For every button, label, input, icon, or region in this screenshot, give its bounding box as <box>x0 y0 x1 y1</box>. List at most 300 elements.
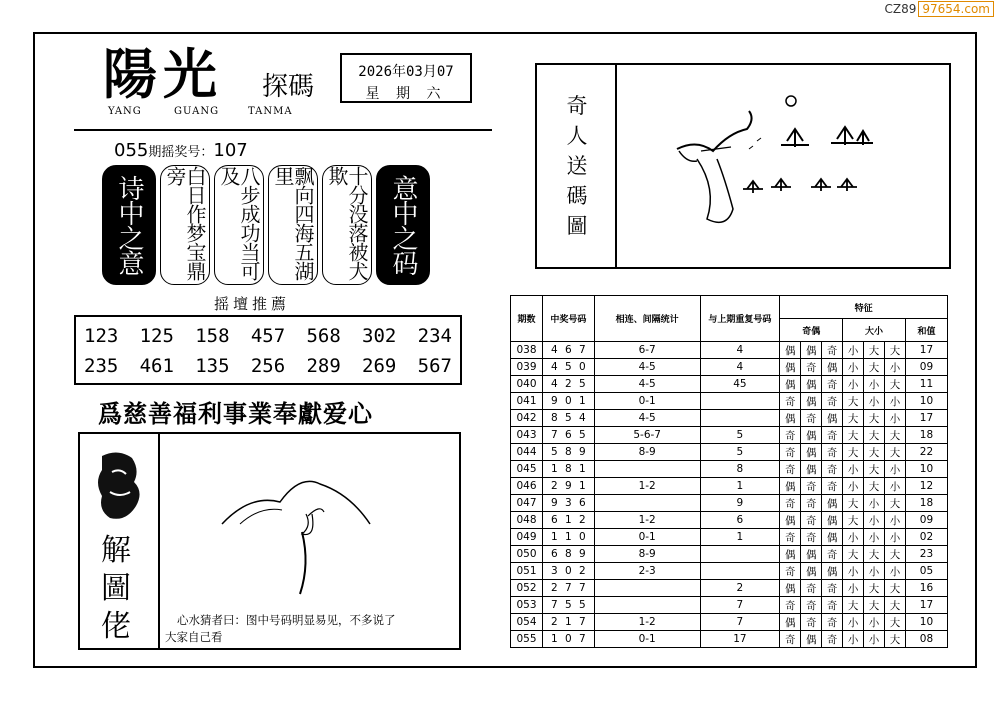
winning-digit: 2 <box>565 378 572 390</box>
table-row <box>511 563 948 580</box>
big-small-cell: 小 <box>864 393 885 410</box>
sum-cell: 22 <box>905 444 947 461</box>
table-row <box>511 478 948 495</box>
qirensongma-label: 奇人送碼圖 <box>566 94 588 238</box>
winning-digit: 2 <box>579 565 586 577</box>
draw-number: 107 <box>213 140 248 161</box>
note-line-2: 大家自己看 <box>165 630 223 644</box>
winning-digit: 3 <box>565 497 572 509</box>
winning-digit: 5 <box>579 429 586 441</box>
issue-label: 期摇奖号： <box>148 145 214 160</box>
rec-num: 461 <box>139 355 174 377</box>
big-small-cell: 小 <box>885 410 906 427</box>
big-small-cell: 小 <box>864 614 885 631</box>
winning-digit: 7 <box>565 582 572 594</box>
col-issue: 期数 <box>511 296 543 342</box>
issue-number: 055 <box>114 140 149 161</box>
consec-cell: 4-5 <box>594 376 700 393</box>
sum-cell: 09 <box>905 512 947 529</box>
issue-cell: 045 <box>511 461 543 478</box>
winning-digit: 9 <box>565 480 572 492</box>
winning-cell <box>542 427 594 444</box>
big-small-cell: 大 <box>864 580 885 597</box>
poem-column-4: 十分没落被犬欺 <box>322 165 372 285</box>
repeat-cell: 1 <box>700 529 780 546</box>
consec-cell: 0-1 <box>594 631 700 648</box>
winning-digit: 0 <box>565 395 572 407</box>
history-table <box>510 295 948 648</box>
table-row <box>511 580 948 597</box>
consec-cell <box>594 495 700 512</box>
issue-cell: 038 <box>511 342 543 359</box>
big-small-cell: 大 <box>885 427 906 444</box>
winning-cell <box>542 410 594 427</box>
big-small-cell: 大 <box>885 342 906 359</box>
logo-pinyin <box>108 106 293 117</box>
sum-cell: 05 <box>905 563 947 580</box>
table-row <box>511 393 948 410</box>
winning-digit: 7 <box>579 616 586 628</box>
big-small-cell: 大 <box>843 597 864 614</box>
issue-cell: 051 <box>511 563 543 580</box>
sum-cell: 12 <box>905 478 947 495</box>
odd-even-cell: 偶 <box>801 444 822 461</box>
winning-digit: 0 <box>579 361 586 373</box>
winning-digit: 0 <box>579 531 586 543</box>
date-text: 2026年03月07 <box>358 64 454 80</box>
issue-cell: 049 <box>511 529 543 546</box>
big-small-cell: 小 <box>885 529 906 546</box>
col-feature: 特征 <box>780 296 948 319</box>
winning-digit: 4 <box>579 412 586 424</box>
consec-cell <box>594 580 700 597</box>
winning-digit: 1 <box>551 633 558 645</box>
big-small-cell: 大 <box>885 597 906 614</box>
site-watermark <box>885 2 995 16</box>
big-small-cell: 大 <box>843 410 864 427</box>
table-row <box>511 427 948 444</box>
big-small-cell: 大 <box>843 495 864 512</box>
big-small-cell: 大 <box>864 478 885 495</box>
rec-num: 567 <box>417 355 452 377</box>
winning-cell <box>542 546 594 563</box>
issue-cell: 050 <box>511 546 543 563</box>
odd-even-cell: 偶 <box>822 529 843 546</box>
table-row <box>511 529 948 546</box>
big-small-cell: 大 <box>864 461 885 478</box>
odd-even-cell: 偶 <box>822 410 843 427</box>
rec-num: 269 <box>362 355 397 377</box>
jietulao-note <box>165 612 455 646</box>
big-small-cell: 大 <box>864 359 885 376</box>
big-small-cell: 小 <box>864 631 885 648</box>
winning-cell <box>542 444 594 461</box>
winning-digit: 1 <box>579 395 586 407</box>
big-small-cell: 小 <box>864 563 885 580</box>
odd-even-cell: 奇 <box>801 614 822 631</box>
winning-cell <box>542 529 594 546</box>
table-row <box>511 631 948 648</box>
repeat-cell: 6 <box>700 512 780 529</box>
odd-even-cell: 偶 <box>822 512 843 529</box>
col-big-small: 大小 <box>843 319 906 342</box>
big-small-cell: 小 <box>843 614 864 631</box>
qirensongma-sketch-icon <box>657 89 897 259</box>
sum-cell: 18 <box>905 495 947 512</box>
repeat-cell: 17 <box>700 631 780 648</box>
winning-digit: 8 <box>565 463 572 475</box>
consec-cell: 5-6-7 <box>594 427 700 444</box>
odd-even-cell: 偶 <box>780 512 801 529</box>
big-small-cell: 大 <box>864 427 885 444</box>
big-small-cell: 小 <box>843 631 864 648</box>
odd-even-cell: 奇 <box>780 427 801 444</box>
big-small-cell: 小 <box>864 529 885 546</box>
big-small-cell: 小 <box>885 563 906 580</box>
pinyin-3: TANMA <box>248 106 293 117</box>
issue-cell: 046 <box>511 478 543 495</box>
recommend-title: 摇壇推薦 <box>214 295 291 313</box>
charity-slogan: 爲慈善福利事業奉獻爱心 <box>98 399 373 428</box>
odd-even-cell: 奇 <box>822 546 843 563</box>
big-small-cell: 小 <box>864 495 885 512</box>
winning-cell <box>542 478 594 495</box>
consec-cell: 4-5 <box>594 410 700 427</box>
rec-num: 457 <box>250 325 286 347</box>
repeat-cell <box>700 563 780 580</box>
winning-digit: 8 <box>565 548 572 560</box>
winning-digit: 9 <box>579 548 586 560</box>
repeat-cell: 4 <box>700 359 780 376</box>
big-small-cell: 小 <box>885 359 906 376</box>
issue-cell: 043 <box>511 427 543 444</box>
rec-num: 125 <box>139 325 174 347</box>
winning-digit: 9 <box>551 497 558 509</box>
jietulao-label: 解圖佬 <box>101 533 131 644</box>
consec-cell: 1-2 <box>594 614 700 631</box>
consec-cell: 2-3 <box>594 563 700 580</box>
sum-cell: 10 <box>905 614 947 631</box>
repeat-cell: 9 <box>700 495 780 512</box>
odd-even-cell: 偶 <box>780 614 801 631</box>
sum-cell: 11 <box>905 376 947 393</box>
table-row <box>511 444 948 461</box>
col-winning: 中奖号码 <box>542 296 594 342</box>
odd-even-cell: 奇 <box>822 393 843 410</box>
winning-digit: 7 <box>579 344 586 356</box>
big-small-cell: 小 <box>843 342 864 359</box>
winning-digit: 7 <box>551 429 558 441</box>
consec-cell: 8-9 <box>594 444 700 461</box>
col-sum: 和值 <box>905 319 947 342</box>
logo-title: 陽光 <box>103 42 223 106</box>
winning-digit: 6 <box>565 429 572 441</box>
col-repeat: 与上期重复号码 <box>700 296 780 342</box>
pinyin-2: GUANG <box>174 106 220 117</box>
big-small-cell: 小 <box>843 461 864 478</box>
odd-even-cell: 奇 <box>801 478 822 495</box>
winning-digit: 6 <box>551 548 558 560</box>
big-small-cell: 小 <box>843 478 864 495</box>
big-small-cell: 大 <box>885 631 906 648</box>
big-small-cell: 大 <box>843 393 864 410</box>
poem-column-1: 白日作梦宝鼎旁 <box>160 165 210 285</box>
repeat-cell <box>700 393 780 410</box>
big-small-cell: 大 <box>843 444 864 461</box>
odd-even-cell: 偶 <box>801 376 822 393</box>
odd-even-cell: 偶 <box>822 359 843 376</box>
date-box <box>340 53 472 103</box>
repeat-cell: 5 <box>700 444 780 461</box>
odd-even-cell: 奇 <box>780 597 801 614</box>
winning-digit: 5 <box>565 412 572 424</box>
sum-cell: 17 <box>905 597 947 614</box>
odd-even-cell: 奇 <box>780 393 801 410</box>
consec-cell: 0-1 <box>594 393 700 410</box>
big-small-cell: 大 <box>843 546 864 563</box>
winning-digit: 6 <box>551 514 558 526</box>
odd-even-cell: 偶 <box>822 563 843 580</box>
header-rule <box>74 129 492 131</box>
rec-num: 235 <box>84 355 119 377</box>
winning-cell <box>542 631 594 648</box>
odd-even-cell: 偶 <box>801 393 822 410</box>
winning-digit: 8 <box>551 412 558 424</box>
consec-cell: 4-5 <box>594 359 700 376</box>
big-small-cell: 小 <box>843 529 864 546</box>
issue-cell: 048 <box>511 512 543 529</box>
issue-cell: 052 <box>511 580 543 597</box>
rec-num: 135 <box>195 355 230 377</box>
jietulao-sketch-icon <box>220 454 390 604</box>
repeat-cell <box>700 410 780 427</box>
rec-num: 302 <box>362 325 397 347</box>
odd-even-cell: 奇 <box>822 580 843 597</box>
big-small-cell: 大 <box>885 580 906 597</box>
winning-digit: 2 <box>579 514 586 526</box>
odd-even-cell: 偶 <box>780 580 801 597</box>
jietulao-panel <box>78 432 461 650</box>
odd-even-cell: 偶 <box>780 478 801 495</box>
big-small-cell: 小 <box>885 461 906 478</box>
repeat-cell: 45 <box>700 376 780 393</box>
jietulao-portrait-icon <box>92 448 146 526</box>
odd-even-cell: 偶 <box>780 342 801 359</box>
col-consec: 相连、间隔统计 <box>594 296 700 342</box>
poem-column-2: 八步成功当可及 <box>214 165 264 285</box>
issue-cell: 042 <box>511 410 543 427</box>
winning-cell <box>542 359 594 376</box>
odd-even-cell: 奇 <box>822 461 843 478</box>
consec-cell: 8-9 <box>594 546 700 563</box>
winning-digit: 2 <box>551 616 558 628</box>
table-row <box>511 546 948 563</box>
site-prefix: CZ89 <box>884 2 917 16</box>
recommend-numbers <box>74 315 462 385</box>
odd-even-cell: 奇 <box>780 495 801 512</box>
odd-even-cell: 偶 <box>780 546 801 563</box>
winning-cell <box>542 597 594 614</box>
jietulao-divider <box>158 434 160 648</box>
winning-digit: 4 <box>551 344 558 356</box>
rec-num: 289 <box>306 355 341 377</box>
odd-even-cell: 奇 <box>822 614 843 631</box>
consec-cell: 1-2 <box>594 478 700 495</box>
big-small-cell: 小 <box>885 393 906 410</box>
winning-digit: 0 <box>565 633 572 645</box>
table-row <box>511 342 948 359</box>
rec-num: 256 <box>250 355 286 377</box>
winning-digit: 4 <box>551 378 558 390</box>
winning-cell <box>542 342 594 359</box>
odd-even-cell: 奇 <box>780 631 801 648</box>
sum-cell: 08 <box>905 631 947 648</box>
rec-num: 568 <box>306 325 341 347</box>
winning-cell <box>542 580 594 597</box>
winning-digit: 1 <box>551 531 558 543</box>
big-small-cell: 小 <box>843 563 864 580</box>
col-odd-even: 奇偶 <box>780 319 843 342</box>
odd-even-cell: 偶 <box>801 563 822 580</box>
big-small-cell: 大 <box>864 410 885 427</box>
winning-digit: 1 <box>565 514 572 526</box>
note-line-1: 心水猜者曰：图中号码明显易见，不多说了 <box>177 613 396 627</box>
big-small-cell: 大 <box>864 597 885 614</box>
winning-digit: 5 <box>551 446 558 458</box>
pinyin-1: YANG <box>108 106 142 117</box>
odd-even-cell: 奇 <box>822 376 843 393</box>
odd-even-cell: 奇 <box>780 529 801 546</box>
issue-cell: 044 <box>511 444 543 461</box>
winning-digit: 8 <box>565 446 572 458</box>
winning-digit: 9 <box>579 446 586 458</box>
winning-digit: 0 <box>565 565 572 577</box>
repeat-cell: 7 <box>700 597 780 614</box>
recommend-row-2 <box>76 353 460 380</box>
consec-cell: 6-7 <box>594 342 700 359</box>
winning-digit: 1 <box>565 616 572 628</box>
rec-num: 158 <box>195 325 230 347</box>
recommend-row-1 <box>76 323 460 350</box>
issue-cell: 053 <box>511 597 543 614</box>
winning-cell <box>542 512 594 529</box>
sum-cell: 02 <box>905 529 947 546</box>
repeat-cell: 1 <box>700 478 780 495</box>
poem-right-title: 意中之码 <box>376 165 430 285</box>
winning-digit: 6 <box>565 344 572 356</box>
issue-cell: 040 <box>511 376 543 393</box>
winning-digit: 9 <box>551 395 558 407</box>
odd-even-cell: 奇 <box>780 461 801 478</box>
sum-cell: 10 <box>905 393 947 410</box>
odd-even-cell: 奇 <box>801 359 822 376</box>
table-row <box>511 359 948 376</box>
qirensongma-divider <box>615 65 617 267</box>
winning-digit: 7 <box>579 582 586 594</box>
big-small-cell: 大 <box>864 444 885 461</box>
odd-even-cell: 偶 <box>822 495 843 512</box>
winning-digit: 3 <box>551 565 558 577</box>
table-row <box>511 495 948 512</box>
repeat-cell: 4 <box>700 342 780 359</box>
big-small-cell: 小 <box>885 512 906 529</box>
sum-cell: 17 <box>905 342 947 359</box>
big-small-cell: 小 <box>885 478 906 495</box>
poem-column-3: 飘向四海五湖里 <box>268 165 318 285</box>
winning-digit: 1 <box>565 531 572 543</box>
big-small-cell: 小 <box>864 376 885 393</box>
winning-digit: 4 <box>551 361 558 373</box>
odd-even-cell: 奇 <box>822 342 843 359</box>
winning-cell <box>542 495 594 512</box>
odd-even-cell: 奇 <box>822 444 843 461</box>
issue-cell: 055 <box>511 631 543 648</box>
consec-cell <box>594 461 700 478</box>
sum-cell: 16 <box>905 580 947 597</box>
repeat-cell: 5 <box>700 427 780 444</box>
odd-even-cell: 奇 <box>822 597 843 614</box>
winning-digit: 6 <box>579 497 586 509</box>
sum-cell: 18 <box>905 427 947 444</box>
big-small-cell: 小 <box>843 580 864 597</box>
sum-cell: 09 <box>905 359 947 376</box>
issue-cell: 054 <box>511 614 543 631</box>
rec-num: 234 <box>417 325 452 347</box>
winning-cell <box>542 376 594 393</box>
repeat-cell: 7 <box>700 614 780 631</box>
odd-even-cell: 偶 <box>801 342 822 359</box>
table-row <box>511 614 948 631</box>
big-small-cell: 大 <box>885 376 906 393</box>
issue-cell: 039 <box>511 359 543 376</box>
table-row <box>511 597 948 614</box>
big-small-cell: 小 <box>843 376 864 393</box>
sum-cell: 23 <box>905 546 947 563</box>
sum-cell: 17 <box>905 410 947 427</box>
odd-even-cell: 偶 <box>780 376 801 393</box>
big-small-cell: 大 <box>843 427 864 444</box>
issue-line <box>114 140 248 161</box>
winning-digit: 7 <box>551 599 558 611</box>
winning-digit: 7 <box>579 633 586 645</box>
big-small-cell: 大 <box>864 546 885 563</box>
issue-cell: 041 <box>511 393 543 410</box>
winning-digit: 5 <box>565 361 572 373</box>
winning-digit: 1 <box>579 480 586 492</box>
big-small-cell: 小 <box>843 359 864 376</box>
logo-subtitle: 探碼 <box>262 72 315 102</box>
winning-digit: 2 <box>551 582 558 594</box>
odd-even-cell: 奇 <box>822 631 843 648</box>
odd-even-cell: 偶 <box>801 427 822 444</box>
winning-digit: 5 <box>565 599 572 611</box>
winning-digit: 5 <box>579 378 586 390</box>
site-domain[interactable]: 97654.com <box>918 1 994 17</box>
odd-even-cell: 奇 <box>780 444 801 461</box>
odd-even-cell: 奇 <box>822 478 843 495</box>
odd-even-cell: 奇 <box>801 597 822 614</box>
issue-cell: 047 <box>511 495 543 512</box>
odd-even-cell: 奇 <box>801 410 822 427</box>
winning-cell <box>542 563 594 580</box>
big-small-cell: 大 <box>885 495 906 512</box>
odd-even-cell: 偶 <box>801 631 822 648</box>
odd-even-cell: 奇 <box>801 580 822 597</box>
winning-digit: 1 <box>579 463 586 475</box>
consec-cell: 1-2 <box>594 512 700 529</box>
rec-num: 123 <box>84 325 119 347</box>
big-small-cell: 大 <box>843 512 864 529</box>
